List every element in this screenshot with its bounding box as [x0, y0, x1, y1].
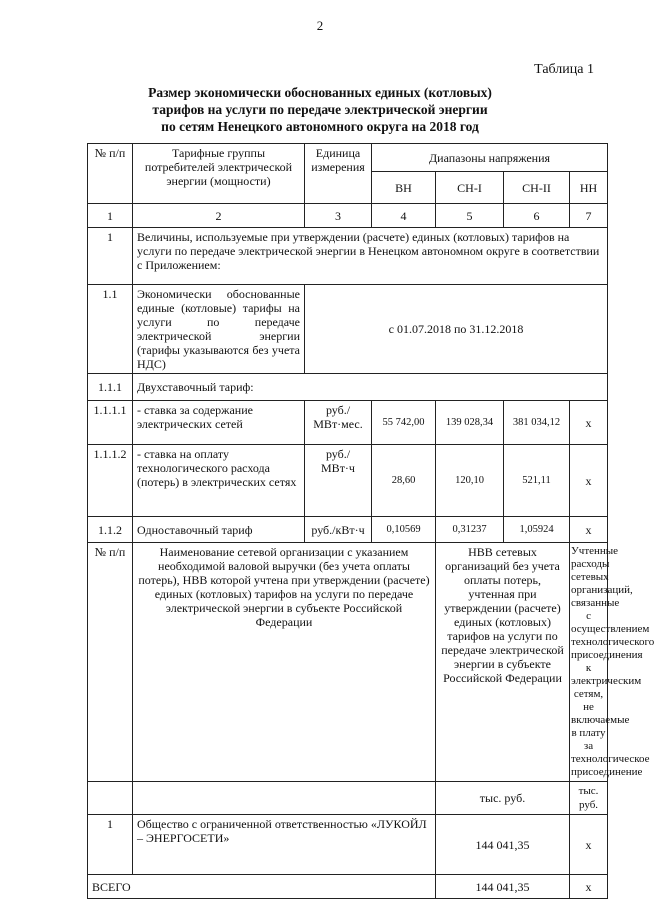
- header-num: № п/п: [88, 144, 133, 204]
- title-line-3: по сетям Ненецкого автономного округа на 2018 год: [161, 119, 479, 134]
- unit-nvv: тыс. руб.: [436, 782, 570, 815]
- table-row: [88, 517, 608, 543]
- org-expenses: х: [570, 815, 608, 875]
- org-num: 1: [88, 815, 133, 875]
- total-label: ВСЕГО: [88, 875, 436, 899]
- value-vn: 28,60: [372, 445, 436, 517]
- title-line-2: тарифов на услуги по передаче электрической энергии: [152, 102, 488, 117]
- tariff-period: с 01.07.2018 по 31.12.2018: [305, 285, 608, 374]
- tariff-table: [87, 143, 654, 899]
- col-number: 3: [305, 204, 372, 228]
- org-header-num: № п/п: [88, 543, 133, 782]
- org-header-nvv: НВВ сетевых организаций без учета оплаты потерь, учтенная при утверждении (расчете) единых (котловых) тарифов на услуги по передаче электрической энергии в субъекте Российской Федерации: [436, 543, 570, 782]
- value-nn: х: [570, 517, 608, 543]
- header-row: [88, 144, 608, 172]
- table-row: [88, 401, 608, 445]
- row-num: 1.1: [88, 285, 133, 374]
- value-sn2: 381 034,12: [504, 401, 570, 445]
- total-expenses: х: [570, 875, 608, 899]
- col-number: 2: [133, 204, 305, 228]
- value-nn: х: [570, 401, 608, 445]
- header-unit: Единица измерения: [305, 144, 372, 204]
- org-row: [88, 815, 608, 875]
- document-title: [60, 84, 580, 135]
- table-row: [88, 228, 608, 285]
- title-line-1: Размер экономически обоснованных единых (котловых): [148, 85, 492, 100]
- org-header-expenses: Учтенные расходы сетевых организаций, связанные с осуществлением технологического присоединения к электрическим сетям, не включаемые в плату за технологическое присоединение: [570, 543, 608, 782]
- header-ranges: Диапазоны напряжения: [372, 144, 608, 172]
- value-nn: х: [570, 445, 608, 517]
- table-row: [88, 445, 608, 517]
- table-row: [88, 374, 608, 401]
- row-num: 1.1.1.1: [88, 401, 133, 445]
- row-num: 1: [88, 228, 133, 285]
- header-vn: ВН: [372, 172, 436, 204]
- table-label: Таблица 1: [534, 62, 594, 77]
- empty-cell: [133, 782, 436, 815]
- column-numbers-row: [88, 204, 608, 228]
- page-number: 2: [316, 18, 324, 33]
- org-header-row: [88, 543, 608, 782]
- value-sn2: 521,11: [504, 445, 570, 517]
- org-units-row: [88, 782, 608, 815]
- row-unit: руб./ МВт·ч: [305, 445, 372, 517]
- row-num: 1.1.2: [88, 517, 133, 543]
- unit-expenses: тыс. руб.: [570, 782, 608, 815]
- value-vn: 0,10569: [372, 517, 436, 543]
- empty-cell: [88, 782, 133, 815]
- row-text: Экономически обоснованные единые (котловые) тарифы на услуги по передаче электрической энергии (тарифы указываются без учета НДС): [133, 285, 305, 374]
- table-row: [88, 285, 608, 374]
- row-text: - ставка за содержание электрических сетей: [133, 401, 305, 445]
- header-nn: НН: [570, 172, 608, 204]
- row-text: Двухставочный тариф:: [133, 374, 608, 401]
- org-name: Общество с ограниченной ответственностью «ЛУКОЙЛ – ЭНЕРГОСЕТИ»: [133, 815, 436, 875]
- col-number: 4: [372, 204, 436, 228]
- row-unit: руб./ МВт·мес.: [305, 401, 372, 445]
- value-sn2: 1,05924: [504, 517, 570, 543]
- row-unit: руб./кВт·ч: [305, 517, 372, 543]
- row-text: Одноставочный тариф: [133, 517, 305, 543]
- row-num: 1.1.1: [88, 374, 133, 401]
- total-row: [88, 875, 608, 899]
- row-num: 1.1.1.2: [88, 445, 133, 517]
- org-header-name: Наименование сетевой организации с указанием необходимой валовой выручки (без учета оплаты потерь), НВВ которой учтена при утверждении (расчете) единых (котловых) тарифов на услуги по передаче электрической энергии в субъекте Российской Федерации: [133, 543, 436, 782]
- header-sn2: СН-II: [504, 172, 570, 204]
- total-nvv: 144 041,35: [436, 875, 570, 899]
- org-nvv: 144 041,35: [436, 815, 570, 875]
- value-sn1: 0,31237: [436, 517, 504, 543]
- col-number: 5: [436, 204, 504, 228]
- col-number: 1: [88, 204, 133, 228]
- row-text: Величины, используемые при утверждении (расчете) единых (котловых) тарифов на услуги по передаче электрической энергии в Ненецком автономном округе в соответствии с Приложением:: [133, 228, 608, 285]
- header-sn1: СН-I: [436, 172, 504, 204]
- value-vn: 55 742,00: [372, 401, 436, 445]
- value-sn1: 139 028,34: [436, 401, 504, 445]
- col-number: 7: [570, 204, 608, 228]
- col-number: 6: [504, 204, 570, 228]
- header-groups: Тарифные группы потребителей электрической энергии (мощности): [133, 144, 305, 204]
- row-text: - ставка на оплату технологического расхода (потерь) в электрических сетях: [133, 445, 305, 517]
- value-sn1: 120,10: [436, 445, 504, 517]
